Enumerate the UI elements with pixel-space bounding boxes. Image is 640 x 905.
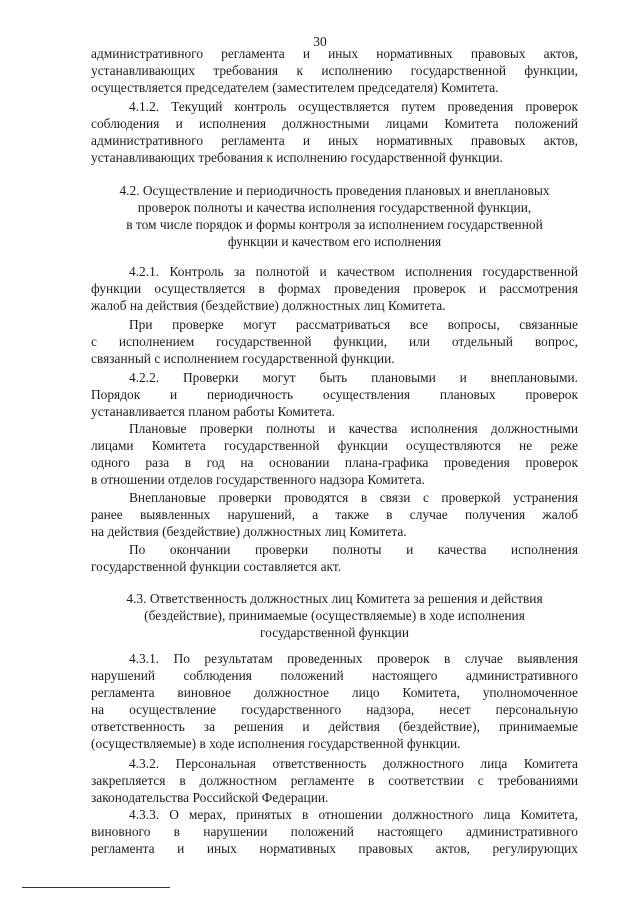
text-line: Порядок и периодичность осуществления плановых проверок	[91, 387, 578, 402]
text-line: законодательства Российской Федерации.	[91, 790, 329, 805]
text-line: функции осуществляется в формах проведения проверок и рассмотрения	[91, 281, 578, 296]
paragraph-check-questions	[91, 316, 578, 367]
paragraph-4-3-2	[91, 755, 578, 806]
text-line: административного регламента и иных нормативных правовых актов,	[91, 46, 578, 61]
text-line: жалоб на действия (бездействие) должностных лиц Комитета.	[91, 298, 446, 313]
text-line: По окончании проверки полноты и качества исполнения	[129, 542, 578, 557]
text-line: Плановые проверки полноты и качества исполнения должностными	[129, 421, 578, 436]
section-heading-4-2	[88, 182, 581, 250]
text-line: на действия (бездействие) должностных лиц Комитета.	[91, 524, 407, 539]
text-line: регламента и иных нормативных правовых актов, регулирующих	[91, 841, 578, 856]
text-line: устанавливающих требования к исполнению государственной функции.	[91, 150, 503, 165]
text-line: устанавливается планом работы Комитета.	[91, 404, 336, 419]
heading-line: (бездействие), принимаемые (осуществляемые) в ходе исполнения	[144, 608, 525, 623]
text-line: виновного в нарушении положений настоящего административного	[91, 824, 578, 839]
text-line: устанавливающих требования к исполнению государственной функции,	[91, 63, 578, 78]
text-line: в отношении отделов государственного надзора Комитета.	[91, 472, 425, 487]
paragraph-check-act	[91, 541, 578, 575]
paragraph-4-2-2	[91, 369, 578, 420]
footnote-divider	[22, 887, 170, 888]
text-line: лицами Комитета государственной функции осуществляются не реже	[91, 438, 578, 453]
text-line: нарушений соблюдения положений настоящего административного	[91, 668, 578, 683]
page-number: 30	[313, 34, 327, 49]
text-line: При проверке могут рассматриваться все вопросы, связанные	[129, 317, 578, 332]
text-line: 4.3.2. Персональная ответственность должностного лица Комитета	[129, 756, 578, 771]
text-line: административного регламента и иных нормативных правовых актов,	[91, 133, 578, 148]
heading-line: 4.3. Ответственность должностных лиц Комитета за решения и действия	[126, 591, 543, 606]
text-line: связанный с исполнением государственной функции.	[91, 351, 395, 366]
heading-line: проверок полноты и качества исполнения государственной функции,	[137, 200, 532, 215]
text-line: 4.1.2. Текущий контроль осуществляется путем проведения проверок	[129, 99, 578, 114]
text-line: государственной функции составляется акт.	[91, 559, 342, 574]
text-line: 4.2.2. Проверки могут быть плановыми и внеплановыми.	[129, 370, 578, 385]
section-heading-4-3	[88, 590, 581, 641]
heading-line: в том числе порядок и формы контроля за исполнением государственной	[126, 217, 543, 232]
text-line: Внеплановые проверки проводятся в связи с проверкой устранения	[129, 490, 578, 505]
text-line: ответственность за решения и действия (бездействие), принимаемые	[91, 719, 578, 734]
text-line: осуществляется председателем (заместителем председателя) Комитета.	[91, 80, 499, 95]
paragraph-unplanned-checks	[91, 489, 578, 540]
paragraph-4-3-1	[91, 650, 578, 752]
heading-line: государственной функции	[260, 625, 409, 640]
paragraph-4-1-2	[91, 98, 578, 166]
text-line: 4.3.1. По результатам проведенных проверок в случае выявления	[129, 651, 578, 666]
text-line: одного раза в год на основании плана-графика проведения проверок	[91, 455, 578, 470]
paragraph-planned-checks	[91, 420, 578, 488]
text-line: закрепляется в должностном регламенте в соответствии с требованиями	[91, 773, 578, 788]
text-line: с исполнением государственной функции, или отдельный вопрос,	[91, 334, 578, 349]
paragraph-4-3-3	[91, 806, 578, 857]
text-line: регламента виновное должностное лицо Комитета, уполномоченное	[91, 685, 578, 700]
text-line: 4.3.3. О мерах, принятых в отношении должностного лица Комитета,	[129, 807, 578, 822]
paragraph-4-2-1	[91, 263, 578, 314]
paragraph-4-1-1-continued	[91, 45, 578, 96]
text-line: 4.2.1. Контроль за полнотой и качеством исполнения государственной	[129, 264, 578, 279]
text-line: соблюдения и исполнения должностными лицами Комитета положений	[91, 116, 578, 131]
heading-line: 4.2. Осуществление и периодичность проведения плановых и внеплановых	[119, 183, 550, 198]
text-line: ранее выявленных нарушений, а также в случае получения жалоб	[91, 507, 578, 522]
text-line: (осуществляемые) в ходе исполнения государственной функции.	[91, 736, 461, 751]
text-line: на осуществление государственного надзора, несет персональную	[91, 702, 578, 717]
heading-line: функции и качеством его исполнения	[227, 234, 442, 249]
